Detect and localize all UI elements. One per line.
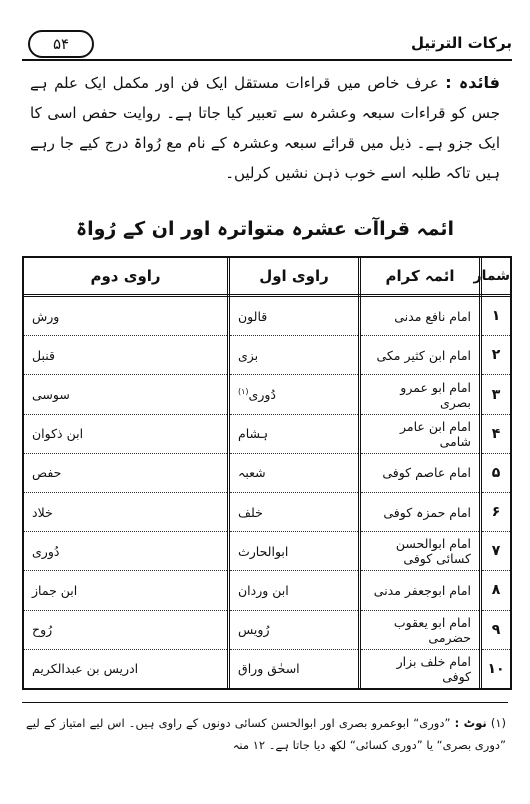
rawi1-name: ابوالحارث [229, 532, 360, 571]
table-row [24, 610, 510, 649]
header-divider [22, 59, 512, 61]
rawi2-name: ورش [24, 296, 229, 336]
row-number: ۱ [481, 296, 511, 336]
rawi1-name: بزی [229, 336, 360, 375]
rawi2-name: ادریس بن عبدالکریم [32, 661, 139, 677]
rawi2-name: خلاد [24, 492, 229, 531]
page-header [22, 30, 512, 60]
rawi1-name: قالون [229, 296, 360, 336]
table-row [24, 336, 510, 375]
column-header-rawi1: راوی اول [229, 258, 360, 296]
row-number: ۴ [481, 414, 511, 453]
table-row [24, 571, 510, 610]
rawi1-name: خلف [229, 492, 360, 531]
row-number: ۵ [481, 453, 511, 492]
rawi1-name: ہشام [229, 414, 360, 453]
row-number: ۸ [481, 571, 511, 610]
table-header-row [24, 258, 510, 296]
intro-paragraph [30, 68, 500, 188]
table-row [24, 453, 510, 492]
imam-name: امام ابن کثیر مکی [360, 336, 481, 375]
row-number: ۳ [481, 375, 511, 414]
table-row [24, 492, 510, 531]
row-number: ۶ [481, 492, 511, 531]
footnote-reference: (۱) [238, 386, 249, 396]
rawi2-name: ابن ذکوان [24, 414, 229, 453]
imam-name: امام حمزہ کوفی [360, 492, 481, 531]
rawi2-name: قنبل [24, 336, 229, 375]
imam-name: امام ابو یعقوب حضرمی [360, 610, 481, 649]
table-row [24, 296, 510, 336]
imam-name: امام نافع مدنی [360, 296, 481, 336]
row-number: ۹ [481, 610, 511, 649]
table-row [24, 649, 510, 688]
rawi1-name: ابن وردان [229, 571, 360, 610]
footnote-marker: (۱) [490, 716, 507, 730]
rawi1-name: رُویس [229, 610, 360, 649]
rawi2-name: حفص [24, 453, 229, 492]
table-row [24, 532, 510, 571]
column-header-imam: ائمہ کرام [360, 258, 481, 296]
rawi2-name: دُوری [24, 532, 229, 571]
book-title: برکات الترتیل [411, 34, 512, 52]
rawi2-name: ابن جماز [24, 571, 229, 610]
footnote [26, 712, 506, 756]
footnote-lead: نوٹ : [454, 716, 487, 730]
row-number: ۲ [481, 336, 511, 375]
imam-name: امام خلف بزار کوفی [360, 649, 481, 688]
row-number: ۷ [481, 532, 511, 571]
rawi2-name: سوسی [24, 375, 229, 414]
rawi1-name: شعبہ [229, 453, 360, 492]
rawi1-name: دُوری [248, 387, 276, 403]
footnote-divider [22, 702, 508, 703]
table-heading: ائمہ قراآت عشرہ متواترہ اور ان کے رُواۃ [75, 218, 455, 240]
table-row [24, 414, 510, 453]
imam-name: امام عاصم کوفی [360, 453, 481, 492]
footnote-text: ”دوری“ ابوعمرو بصری اور ابوالحسن کسائی دونوں کے راوی ہیں۔ اس لیے امتیاز کے لیے ”دوری بصری“ یا ”دوری کسائی“ لکھ دیا جاتا ہے۔ ۱۲ منہ [26, 716, 506, 752]
row-number: ۱۰ [481, 649, 511, 688]
imam-name: امام ابن عامر شامی [360, 414, 481, 453]
rawi2-name: رُوح [24, 610, 229, 649]
imam-name: امام ابوجعفر مدنی [360, 571, 481, 610]
imam-name: امام ابوالحسن کسائی کوفی [360, 532, 481, 571]
imam-name: امام ابو عمرو بصری [360, 375, 481, 414]
rawi1-cell [229, 375, 360, 414]
rawi1-name: اسحٰق وراق [229, 649, 360, 688]
table-row [24, 375, 510, 414]
intro-lead: فائدہ : [445, 73, 500, 92]
column-header-num: شمار [481, 258, 511, 296]
column-header-rawi2: راوی دوم [24, 258, 229, 296]
readers-table [22, 256, 512, 690]
intro-text: عرف خاص میں قراءات مستقل ایک فن اور مکمل ایک علم ہے جس کو قراءات سبعہ وعشرہ سے تعبیر کیا جاتا ہے۔ روایت حفص اسی کا ایک جزو ہے۔ ذیل میں قرائے سبعہ وعشرہ کے نام مع رُواۃ درج کیے جا رہے ہیں تاکہ طلبہ اسے خوب ذہن نشیں کرلیں۔ [30, 74, 500, 182]
page-number-badge: ۵۴ [28, 30, 94, 58]
